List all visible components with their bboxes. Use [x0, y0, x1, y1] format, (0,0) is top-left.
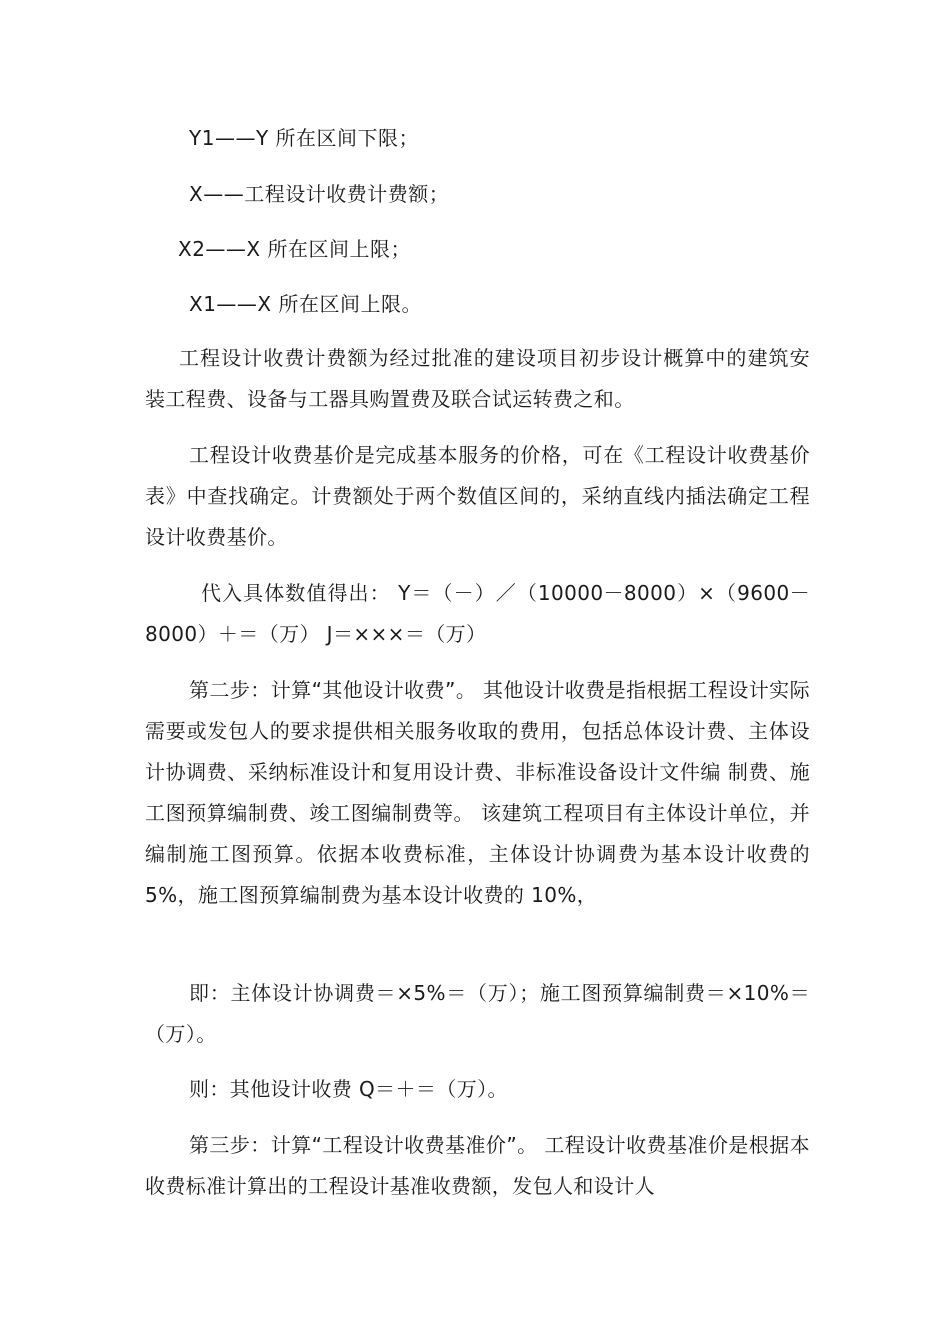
paragraph-step-two: 第二步：计算“其他设计收费”。 其他设计收费是指根据工程设计实际需要或发包人的要求提供相关服务收取的费用，包括总体设计费、主体设计协调费、采纳标准设计和复用设计费、非标准设备设计文件编 制费、施工图预算编制费、竣工图编制费等。 该建筑工程项目有主体设计单位，并编制施工图预算。依据本收费标准，主体设计协调费为基本设计收费的 5%，施工图预算编制费为基本设计收费的 10%，	[145, 678, 810, 907]
paragraph-other-fees-total: 则：其他设计收费 Q＝＋＝（万）。	[189, 1077, 508, 1101]
definition-x: X——工程设计收费计费额；	[189, 182, 450, 206]
paragraph-fee-base: 工程设计收费计费额为经过批准的建设项目初步设计概算中的建筑安装工程费、设备与工器具购置费及联合试运转费之和。	[145, 346, 810, 411]
paragraph-base-price: 工程设计收费基价是完成基本服务的价格，可在《工程设计收费基价表》中查找确定。计费额处于两个数值区间的，采纳直线内插法确定工程设计收费基价。	[145, 443, 810, 549]
definition-y1: Y1——Y 所在区间下限；	[189, 126, 420, 150]
definition-x2: X2——X 所在区间上限；	[178, 237, 411, 261]
paragraph-calculation: 代入具体数值得出： Y＝（－）／（10000－8000）×（9600－8000）＋＝（万） J＝×××＝（万）	[145, 581, 810, 646]
definition-x1: X1——X 所在区间上限。	[189, 292, 422, 316]
paragraph-step-three: 第三步：计算“工程设计收费基准价”。 工程设计收费基准价是根据本收费标准计算出的工程设计基准收费额，发包人和设计人	[145, 1133, 810, 1198]
paragraph-other-fees-formula: 即：主体设计协调费＝×5%＝（万）；施工图预算编制费＝×10%＝（万）。	[145, 981, 810, 1046]
